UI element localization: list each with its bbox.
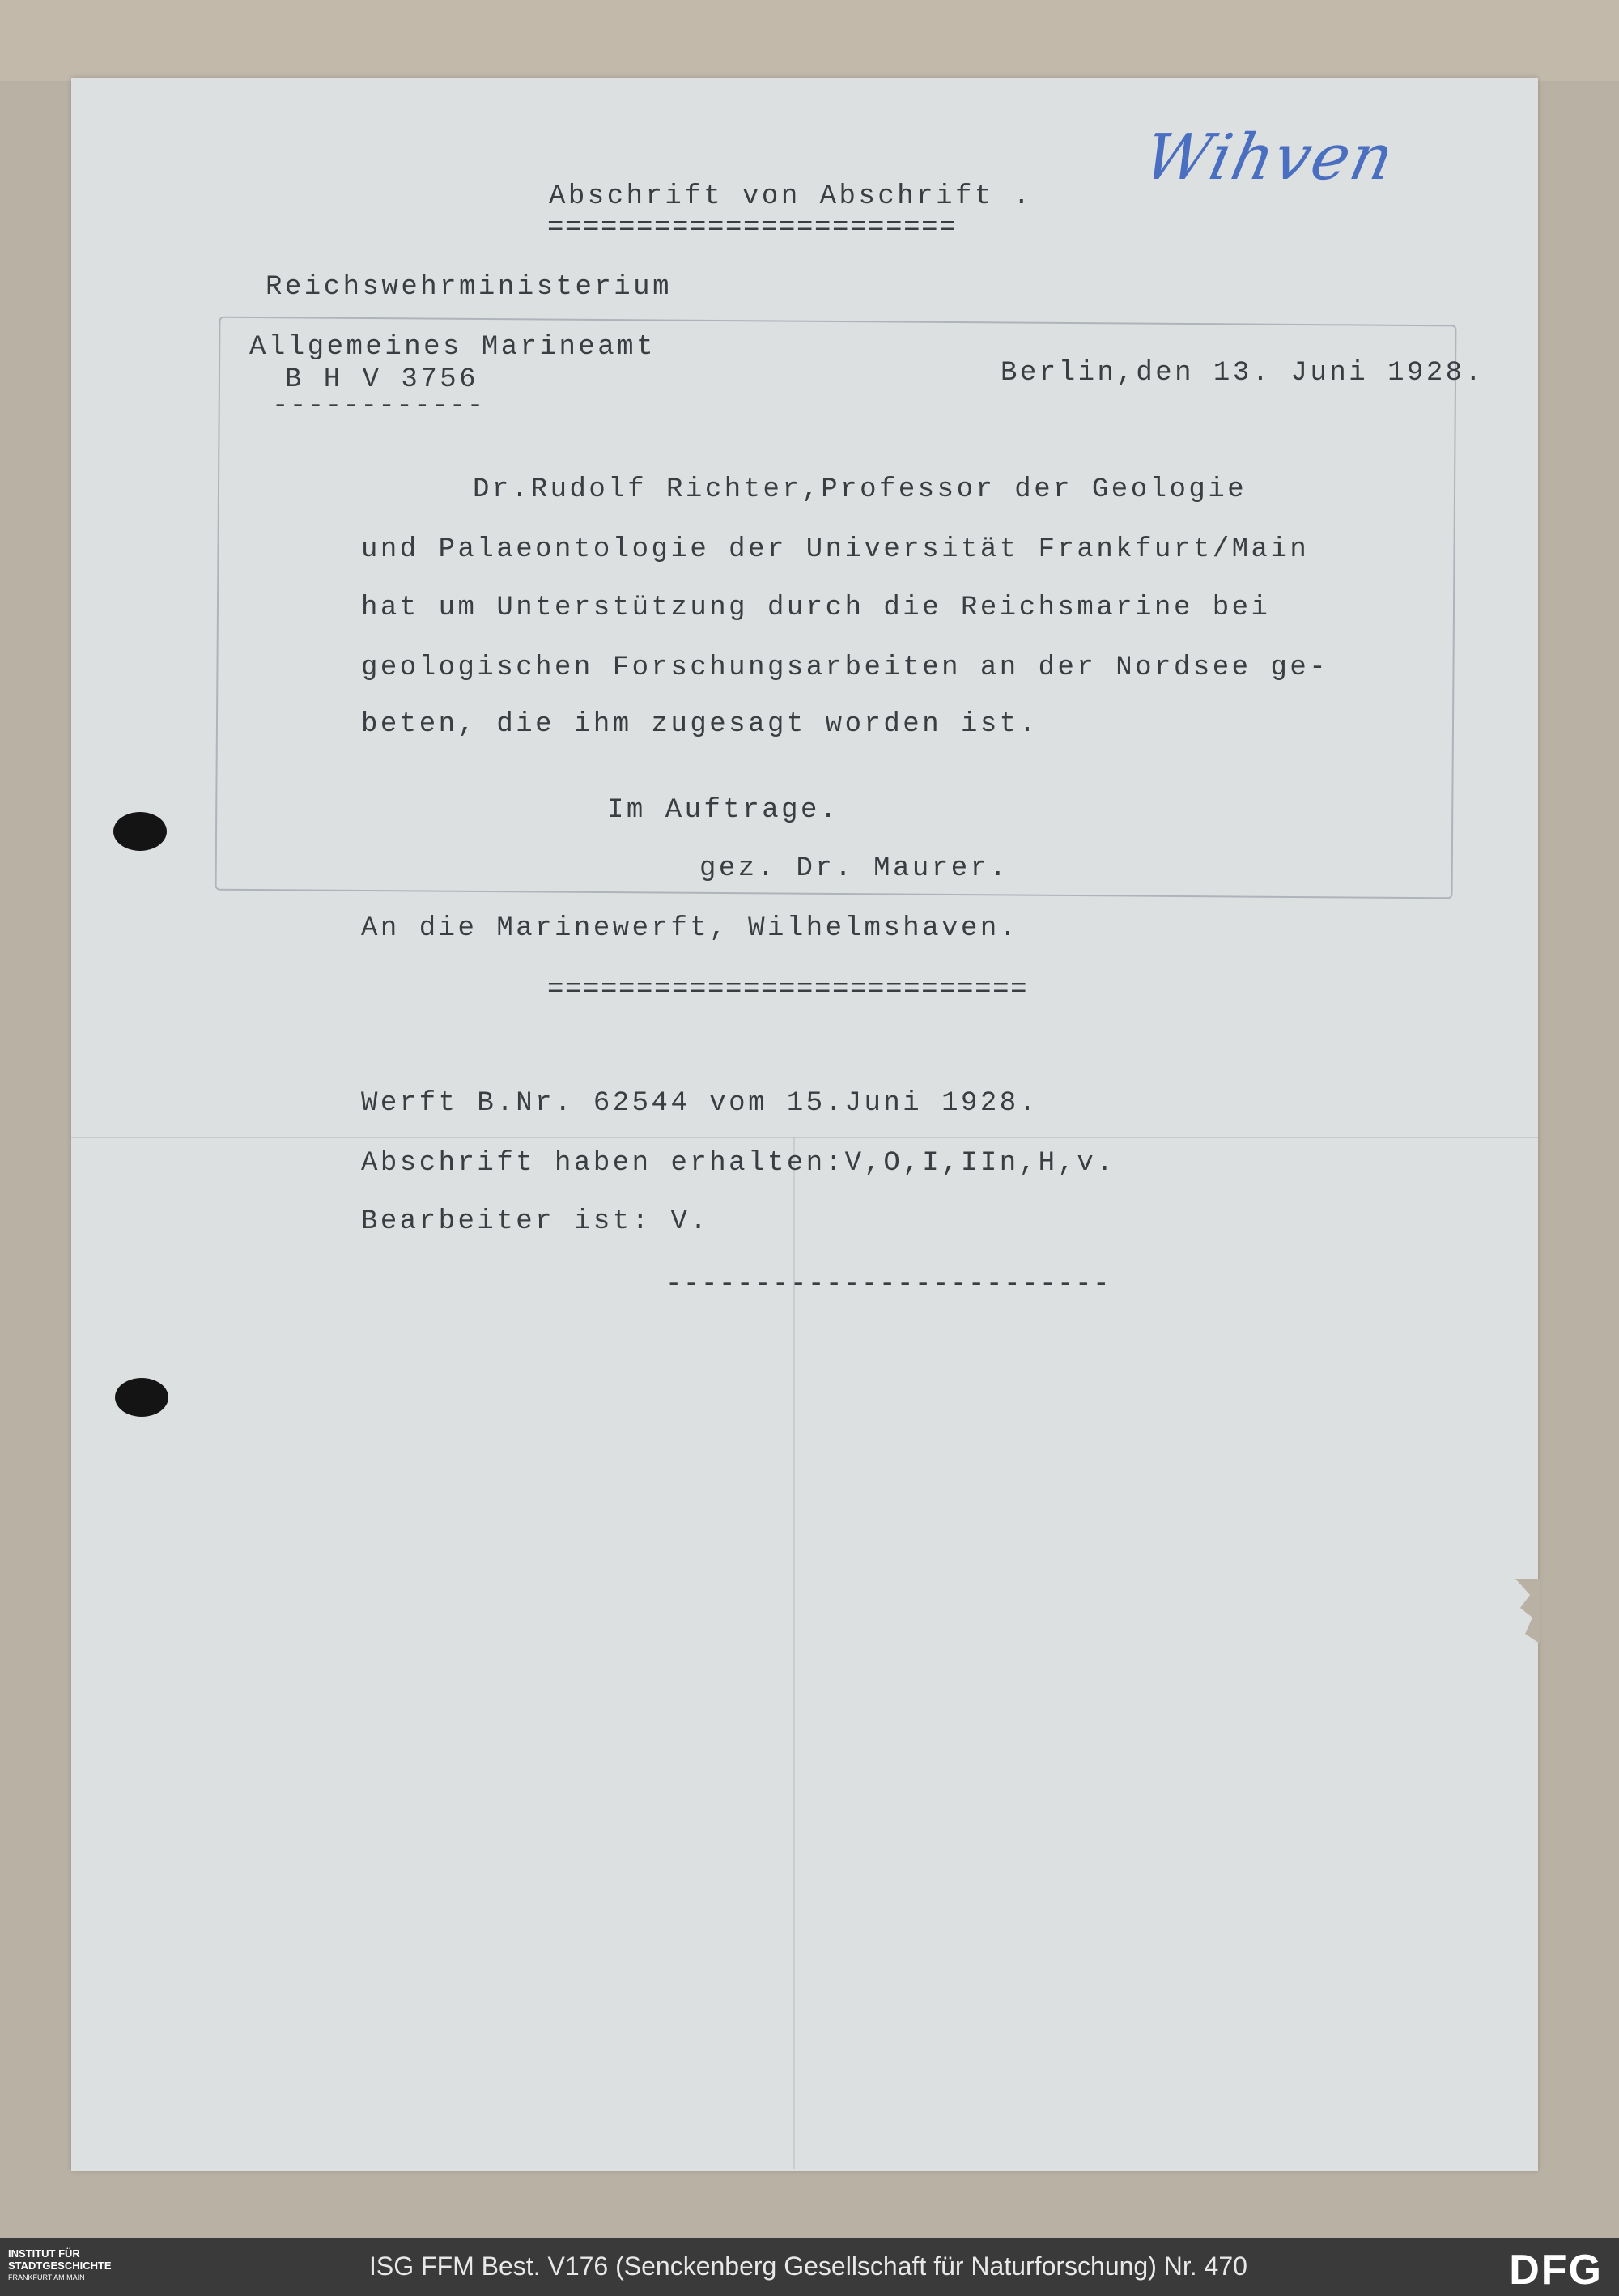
document-heading: Abschrift von Abschrift . xyxy=(549,181,1033,212)
punch-hole-lower xyxy=(115,1378,168,1417)
signature-line: gez. Dr. Maurer. xyxy=(699,853,1009,884)
dfg-logo: DFG xyxy=(1509,2247,1603,2294)
recipient-rule: =========================== xyxy=(547,975,1029,1006)
body-line: und Palaeontologie der Universität Frankfurt/Main xyxy=(361,534,1310,565)
body-line: hat um Unterstützung durch die Reichsmarine bei xyxy=(361,593,1271,623)
institute-line: FRANKFURT AM MAIN xyxy=(8,2273,85,2281)
body-line: beten, die ihm zugesagt worden ist. xyxy=(361,709,1039,740)
body-line: Dr.Rudolf Richter,Professor der Geologie xyxy=(473,474,1247,505)
institute-line: STADTGESCHICHTE xyxy=(8,2260,112,2272)
punch-hole-upper xyxy=(113,812,167,851)
reference-rule: ------------ xyxy=(272,391,485,422)
closing-phrase: Im Auftrage. xyxy=(607,795,839,826)
end-rule: ------------------------- xyxy=(665,1269,1111,1300)
institute-line: INSTITUT FÜR xyxy=(8,2247,80,2260)
ministry-name: Reichswehrministerium xyxy=(266,272,672,303)
paper-fold-horizontal xyxy=(71,1137,1538,1138)
reference-number: B H V 3756 xyxy=(285,364,479,395)
recipient-line: An die Marinewerft, Wilhelmshaven. xyxy=(361,913,1019,944)
archive-caption: ISG FFM Best. V176 (Senckenberg Gesellschaft für Naturforschung) Nr. 470 xyxy=(369,2251,1247,2281)
archive-footer xyxy=(0,2238,1619,2296)
heading-rule: ======================= xyxy=(547,213,958,244)
body-line: geologischen Forschungsarbeiten an der Nordsee ge- xyxy=(361,653,1329,683)
place-date: Berlin,den 13. Juni 1928. xyxy=(1001,358,1485,389)
office-name: Allgemeines Marineamt xyxy=(249,332,656,363)
scan-background xyxy=(0,0,1619,81)
note-line: Bearbeiter ist: V. xyxy=(361,1206,710,1237)
note-line: Werft B.Nr. 62544 vom 15.Juni 1928. xyxy=(361,1088,1039,1119)
institute-logo xyxy=(8,2247,112,2284)
handwritten-note: Wihven xyxy=(1137,121,1402,194)
note-line: Abschrift haben erhalten:V,O,I,IIn,H,v. xyxy=(361,1148,1116,1179)
